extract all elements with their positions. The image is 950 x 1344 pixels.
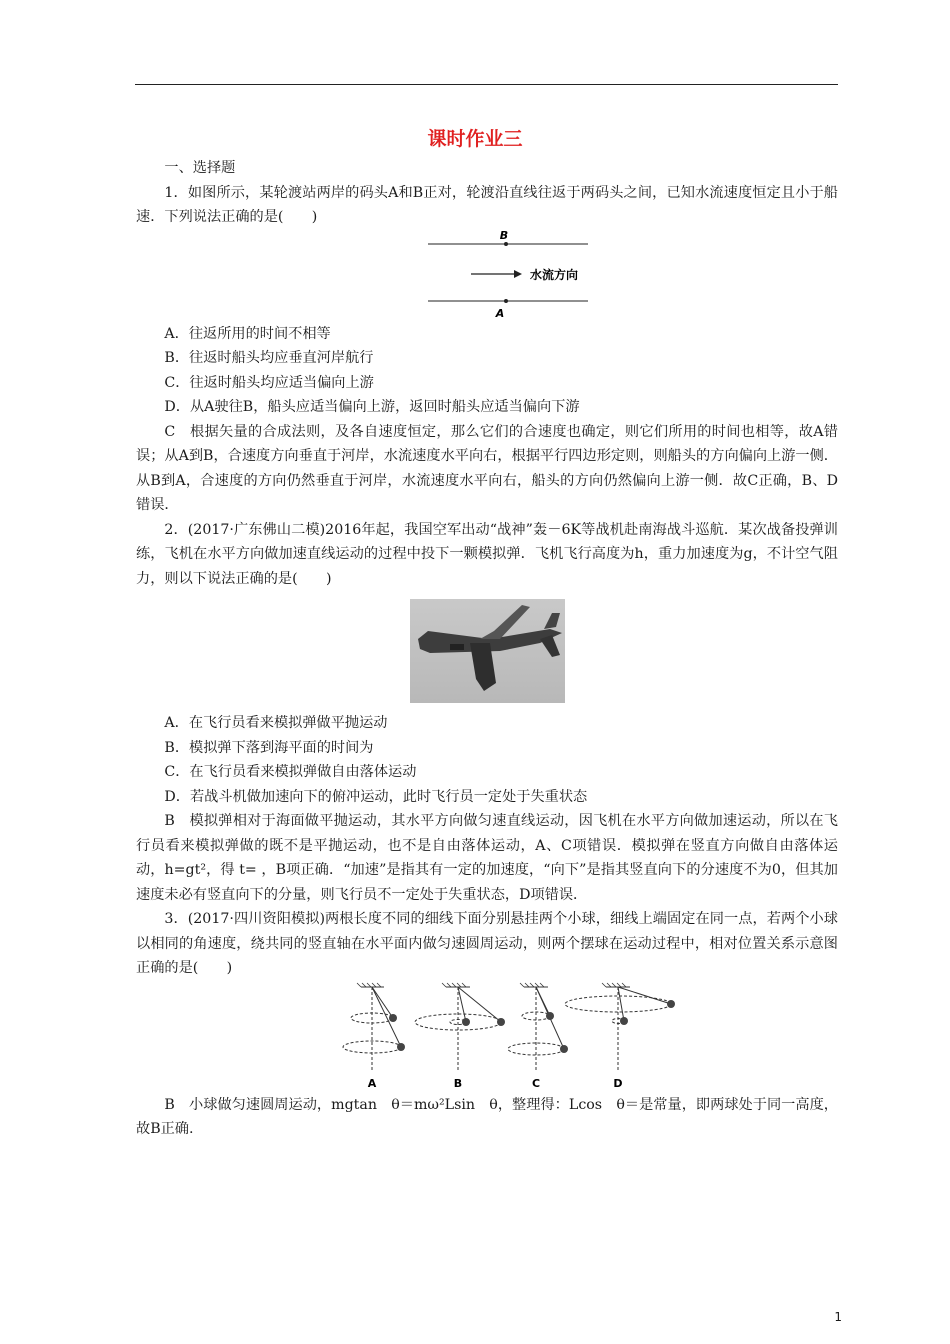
airplane-photo: [410, 599, 565, 703]
q1-option-c: C．往返时船头均应适当偏向上游: [164, 374, 374, 391]
q2-option-d: D．若战斗机做加速向下的俯冲运动，此时飞行员一定处于失重状态: [164, 788, 588, 805]
q1-answer: C 根据矢量的合成法则，及各自速度恒定，那么它们的合速度也确定，则它们所用的时间也相等，故A错误；从A到B，合速度方向垂直于河岸，水流速度水平向右，根据平行四边形定则，则船头的方向偏向上游一侧．从B到A，合速度的方向仍然垂直于河岸，水流速度水平向右，船头的方向仍然偏向上游一侧．故C正确，B、D错误．: [136, 423, 838, 513]
page-title: 课时作业三: [427, 128, 523, 150]
q2-option-b: B．模拟弹下落到海平面的时间为: [164, 739, 374, 756]
river-diagram: [136, 230, 838, 322]
q2-option-a: A．在飞行员看来模拟弹做平抛运动: [164, 715, 388, 731]
airplane-icon: [410, 599, 565, 703]
pendulum-label-a: A: [367, 1076, 377, 1090]
pendulum-diagram: [136, 981, 838, 1093]
pendulum-label-b: B: [453, 1076, 463, 1090]
q2-option-c: C．在飞行员看来模拟弹做自由落体运动: [164, 764, 417, 780]
q1-option-a: A．往返所用的时间不相等: [164, 325, 331, 342]
q1-option-b: B．往返时船头均应垂直河岸航行: [164, 350, 374, 366]
document-body: [136, 156, 838, 1142]
page-number: 1: [834, 1310, 842, 1324]
flow-label: 水流方向: [530, 267, 579, 282]
label-b: B: [499, 229, 509, 242]
pendulum-label-c: C: [531, 1076, 541, 1090]
pendulum-label-d: D: [613, 1076, 623, 1090]
q2-answer: B 模拟弹相对于海面做平抛运动，其水平方向做匀速直线运动，因飞机在水平方向做加速运动，所以在飞行员看来模拟弹做的既不是平抛运动，也不是自由落体运动，A、C项错误．模拟弹在竖直方向做自由落体运动，h=gt²，得 t= ，B项正确．“加速”是指其有一定的加速度，“向下”是指其竖直向下的分速度不为0，但其加速度未必有竖直向下的分量，则飞行员不一定处于失重状态，D项错误．: [136, 813, 838, 903]
label-a: A: [495, 306, 505, 320]
q3-answer: B 小球做匀速圆周运动，mgtan θ＝mω²Lsin θ，整理得：Lcos θ＝是常量，即两球处于同一高度，故B正确.: [136, 1096, 838, 1137]
q1-stem: 1．如图所示，某轮渡站两岸的码头A和B正对，轮渡沿直线往返于两码头之间，已知水流速度恒定且小于船速．下列说法正确的是( ): [136, 184, 838, 225]
section-heading: 一、选择题: [164, 160, 236, 176]
q2-stem: 2．(2017·广东佛山二模)2016年起，我国空军出动“战神”轰－6K等战机赴南海战斗巡航．某次战备投弹训练，飞机在水平方向做加速直线运动的过程中投下一颗模拟弹．飞机飞行高度为h，重力加速度为g，不计空气阻力，则以下说法正确的是( ): [136, 521, 838, 587]
header-rule: [135, 84, 838, 85]
q3-stem: 3．(2017·四川资阳模拟)两根长度不同的细线下面分别悬挂两个小球，细线上端固定在同一点，若两个小球以相同的角速度，绕共同的竖直轴在水平面内做匀速圆周运动，则两个摆球在运动过程中，相对位置关系示意图正确的是( ): [136, 911, 838, 976]
q1-option-d: D．从A驶往B，船头应适当偏向上游，返回时船头应适当偏向下游: [164, 399, 580, 415]
